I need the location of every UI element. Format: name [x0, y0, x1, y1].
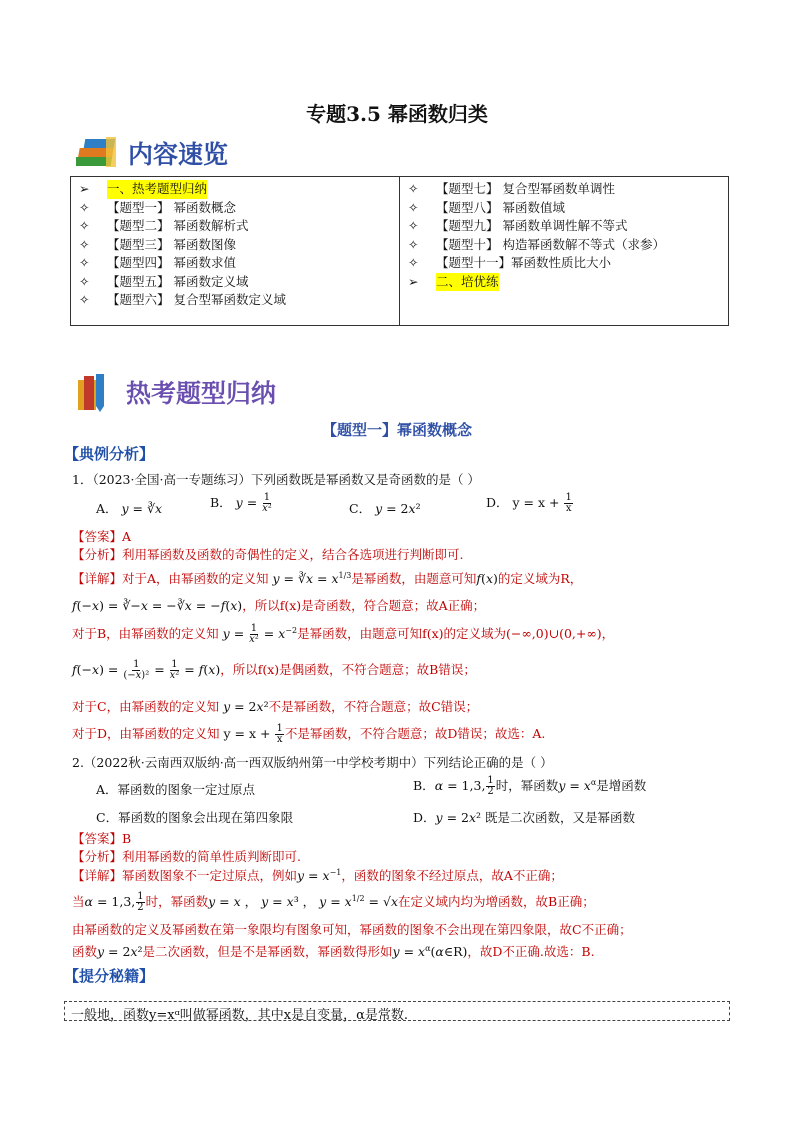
q2-stem: 2.（2022秋·云南西双版纳·高一西双版纳州第一中学校考期中）下列结论正确的是（ ） [72, 755, 553, 770]
banner-hot-topics-text: 热考题型归纳 [126, 379, 277, 408]
q2-option-a[interactable]: A．幂函数的图象一定过原点 [96, 782, 256, 797]
banner-hot-topics [76, 372, 276, 412]
q1-option-d[interactable]: D． y = x + $\frac{1}{x}$ [486, 492, 572, 514]
toc-table [70, 176, 729, 326]
q1-analysis: 【分析】利用幂函数及函数的奇偶性的定义，结合各选项进行判断即可. [72, 547, 464, 562]
q1-detail-2: f(−x) = ∛−x = −∛x = −f(x)，所以f(x)是奇函数，符合题意；故A正确； [72, 598, 486, 613]
toc-item[interactable]: ✧ 【题型十】 构造幂函数解不等式（求参） [408, 236, 665, 252]
q1-detail-6: 对于D，由幂函数的定义知 y = x + $\frac{1}{x}$ 不是幂函数，不符合题意；故D错误；故选：A. [72, 723, 546, 745]
q1-answer: 【答案】A [72, 529, 132, 544]
q2-detail-4: 函数y = 2x²是二次函数，但是不是幂函数，幂函数得形如$y = x^\alpha(\alpha\in R)$，故D不正确.故选：B. [72, 943, 595, 959]
q1-option-c[interactable]: C． y = 2x² [349, 501, 421, 516]
q2-detail-3: 由幂函数的定义及幂函数在第一象限均有图象可知，幂函数的图象不会出现在第四象限，故C不正确； [72, 922, 632, 937]
q1-detail-4: f(−x) = $\frac{1}{\text{(−x)²}}$ = $\frac{1}{\text{x²}}$ = f(x)，所以f(x)是偶函数，不符合题意；故B错误； [72, 659, 476, 681]
q2-detail-1: 【详解】幂函数图象不一定过原点，例如$y = x^{-1}$，函数的图象不经过原点，故A不正确； [72, 867, 563, 883]
toc-item[interactable]: ✧ 【题型九】 幂函数单调性解不等式 [408, 218, 628, 233]
q1-option-b[interactable]: B． y = $\frac{1}{\text{x²}}$ [210, 492, 272, 514]
toc-item[interactable]: ✧ 【题型二】 幂函数解析式 [79, 218, 249, 233]
page-title: 专题3.5 幂函数归类 [306, 102, 488, 126]
q2-analysis: 【分析】利用幂函数的简单性质判断即可. [72, 849, 301, 864]
q1-option-a[interactable]: A． y = ∛x [96, 501, 163, 516]
q2-detail-2: 当α = 1,3, $\frac{1}{2}$ 时，幂函数y = x ， y = x³ ， $y = x^{1/2} = √x$在定义域内均为增函数，故B正确； [72, 891, 595, 913]
q1-detail-3: 对于B，由幂函数的定义知 y = $\frac{1}{\text{x²}}$ = $x^{-2}$是幂函数，由题意可知f(x)的定义域为(−∞,0)∪(0,+∞)， [72, 623, 615, 645]
toc-item[interactable]: ✧ 【题型四】 幂函数求值 [79, 255, 236, 270]
tip-box: 一般地，函数y=xᵅ叫做幂函数，其中x是自变量，α是常数. [64, 1001, 730, 1021]
tips-heading: 【提分秘籍】 [64, 967, 155, 985]
toc-left [71, 177, 400, 325]
toc-item[interactable]: ✧ 【题型一】 幂函数概念 [79, 199, 236, 215]
q1-stem: 1．（2023·全国·高一专题练习）下列函数既是幂函数又是奇函数的是（ ） [72, 472, 480, 487]
toc-right [400, 177, 728, 325]
toc-item[interactable]: ➢ 一、热考题型归纳 [79, 180, 391, 199]
toc-item[interactable]: ✧ 【题型七】 复合型幂函数单调性 [408, 181, 615, 196]
q2-option-c[interactable]: C．幂函数的图象会出现在第四象限 [96, 810, 294, 825]
section-title: 【题型一】幂函数概念 [321, 421, 472, 439]
q2-option-b[interactable]: B．α = 1,3, $\frac{1}{2}$ 时，幂函数$y = x^\alpha$是增函数 [413, 775, 647, 797]
toc-item[interactable]: ✧ 【题型六】 复合型幂函数定义域 [79, 292, 286, 307]
toc-item[interactable]: ✧ 【题型十一】幂函数性质比大小 [408, 255, 612, 270]
banner-overview [76, 135, 228, 171]
books-icon [76, 135, 122, 171]
pencil-books-icon [76, 372, 122, 412]
toc-item[interactable]: ➢ 二、培优练 [408, 273, 720, 292]
q1-detail-5: 对于C，由幂函数的定义知 y = 2x²不是幂函数，不符合题意；故C错误； [72, 699, 479, 714]
q2-answer: 【答案】B [72, 831, 132, 846]
toc-item[interactable]: ✧ 【题型八】 幂函数值域 [408, 199, 565, 215]
banner-overview-text: 内容速览 [128, 140, 229, 169]
toc-item[interactable]: ✧ 【题型三】 幂函数图像 [79, 236, 236, 252]
q2-option-d[interactable]: D．y = 2x² 既是二次函数，又是幂函数 [413, 810, 636, 825]
toc-item[interactable]: ✧ 【题型五】 幂函数定义域 [79, 273, 249, 289]
example-heading: 【典例分析】 [64, 445, 155, 463]
q1-detail-1: 【详解】对于A，由幂函数的定义知 y = ∛x = $x^{1/3}$是幂函数，由题意可知f(x)的定义域为R， [72, 570, 583, 586]
